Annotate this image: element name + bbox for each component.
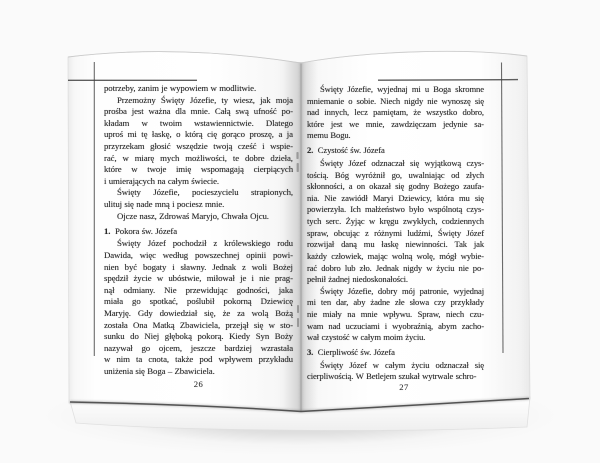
right-page-horizontal-rule bbox=[378, 80, 518, 81]
text-line: Święty Józef w całym życiu odznaczał się bbox=[320, 359, 484, 370]
section-number: 1. bbox=[104, 225, 111, 236]
text-line: prośba jest ważna dla mnie. Całą swą ufność po- bbox=[104, 106, 293, 117]
text-line: Święty Józefie, wyjednaj mi u Boga skromne bbox=[320, 84, 484, 94]
text-line: nien być bogaty i sławny. Jednak z woli Bożej bbox=[104, 261, 293, 272]
text-line: ulituj się nade mną i pociesz mnie. bbox=[104, 199, 225, 210]
text-line: potrzeby, zanim je wypowiem w modlitwie. bbox=[104, 83, 257, 93]
section-heading: 3. Cierpliwość św. Józefa bbox=[307, 347, 395, 358]
text-line: Święty Józef odznaczał się wyjątkową czys- bbox=[320, 158, 484, 169]
text-line: cierpliwością. W Betlejem szukał wytrwale schro- bbox=[307, 371, 477, 382]
text-line: nie miały na mnie wpływu. Spraw, niech czu- bbox=[307, 308, 484, 319]
text-line: spraw, obcując z różnymi ludźmi, Święty Józef bbox=[307, 227, 484, 238]
text-line: w nim ta cnota, także pod wpływem przykładu bbox=[104, 354, 293, 365]
left-page-number: 26 bbox=[193, 379, 204, 389]
text-line: mi ten dar, aby żadne złe słowa czy przykłady bbox=[307, 297, 484, 308]
text-line: Dawida, więc według powszechnej opinii powi- bbox=[104, 249, 293, 260]
text-line: nia. Nie zawiódł Maryi Dziewicy, która mu się bbox=[307, 192, 484, 203]
text-line: które jest we mnie, zawdzięczam jedynie sa- bbox=[307, 118, 484, 129]
text-line: została Ona Matką Zbawiciela, przejął się w sto- bbox=[104, 319, 293, 330]
text-line: miała go spotkać, poślubił pokorną Dziewicę bbox=[104, 296, 293, 307]
text-line: Święty Józefie, pocieszycielu strapionych, bbox=[117, 187, 293, 198]
section-heading: 2. Czystość św. Józefa bbox=[307, 145, 385, 156]
text-line: tych serc. Żyjąc w kręgu zwykłych, codziennych bbox=[307, 216, 484, 227]
text-line: Maryję. Gdy dowiedział się, że za wolą Bożą bbox=[104, 307, 293, 318]
text-line: przyrzekam głosić wszędzie twoją cześć i wspie- bbox=[104, 141, 293, 152]
text-line: uniżenia się Boga – Zbawiciela. bbox=[104, 366, 215, 377]
section-number: 2. bbox=[307, 145, 314, 156]
text-line: powierzyła. Ich małżeństwo było wspólnotą czys- bbox=[307, 204, 484, 215]
text-line: Święty Józefie, dobry mój patronie, wyjednaj bbox=[320, 285, 484, 296]
right-page-number: 27 bbox=[399, 382, 409, 392]
text-line: skłonności, a on okazał się godny Bożego zaufa- bbox=[307, 181, 484, 192]
text-line: spędził życie w ubóstwie, miłował je i nie prag- bbox=[104, 273, 293, 284]
right-page-text bbox=[307, 84, 484, 383]
text-line: które w twoje imię wspomagają cierpiących bbox=[104, 164, 293, 175]
text-line: Święty Józef pochodził z królewskiego rodu bbox=[117, 238, 293, 249]
text-line: Przemożny Święty Józefie, ty wiesz, jak moja bbox=[117, 94, 293, 105]
text-line: pełnił żadnej niedoskonałości. bbox=[307, 274, 408, 285]
text-line: rozwijał daną mu łaskę niewinności. Tak jak bbox=[307, 239, 484, 250]
text-line: kładam w twoim wstawiennictwie. Dlatego bbox=[104, 117, 293, 128]
text-line: nazywał go ojcem, jeszcze bardziej wzrastała bbox=[104, 342, 293, 353]
text-line: sunku do Niej głęboką pokorą. Kiedy Syn Boży bbox=[104, 331, 293, 342]
text-line: Ojcze nasz, Zdrowaś Maryjo, Chwała Ojcu. bbox=[117, 210, 269, 221]
text-line: uproś mi tę łaskę, o którą cię gorąco proszę, a ja bbox=[104, 129, 293, 140]
section-heading: 1. Pokora św. Józefa bbox=[104, 225, 178, 236]
text-line: tością. Bóg wyróżnił go, uwalniając od złych bbox=[307, 169, 484, 180]
text-line: wam nad uczuciami i wyobraźnią, abym zacho- bbox=[307, 320, 484, 331]
text-line: nął odmiany. Nie przewidując godności, jaka bbox=[104, 284, 293, 295]
text-line: memu Bogu. bbox=[307, 130, 351, 141]
text-line: każdy człowiek, mając wolną wolę, mógł wybie- bbox=[307, 250, 484, 261]
text-line: nad innych, lecz pamiętam, że wszystko dobro, bbox=[307, 107, 484, 118]
text-line: rać dobro lub zło. Jednak nigdy w życiu nie po- bbox=[307, 262, 484, 273]
text-line: mniemanie o sobie. Niech nigdy nie wynoszę się bbox=[307, 95, 484, 106]
text-line: i umierających na całym świecie. bbox=[104, 175, 219, 186]
text-line: wał czystość w całym moim życiu. bbox=[307, 332, 426, 343]
section-number: 3. bbox=[307, 347, 314, 358]
left-page-text bbox=[104, 83, 293, 378]
text-line: rać, w miarę mych możliwości, te dobre dzieła, bbox=[104, 152, 293, 163]
